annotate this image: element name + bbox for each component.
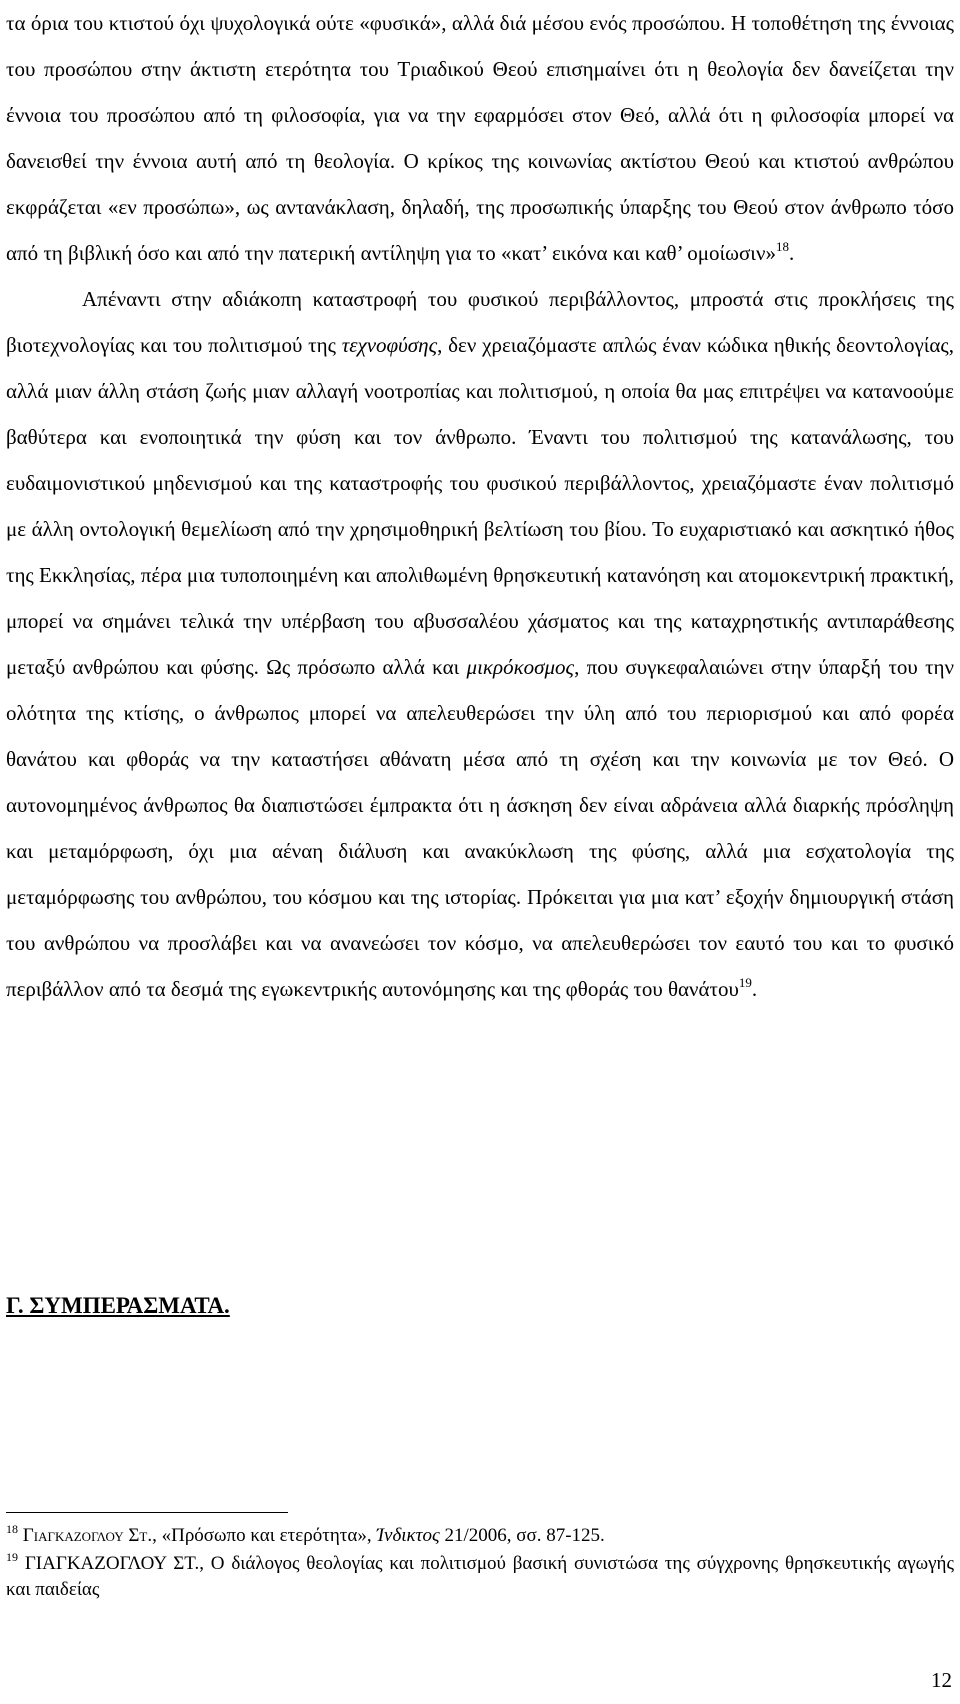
paragraph [6,276,954,1012]
emphasis-text: μικρόκοσμος [466,655,575,679]
text-run: , που συγκεφαλαιώνει στην ύπαρξή του την ολότητα της κτίσης, ο άνθρωπος μπορεί να απελευθερώσει την ύλη από του περιορισμού και από φορέα θανάτου και φθοράς να την καταστήσει αθάνατη μέσα από τη σχέση και την κοινωνία με τον Θεό. Ο αυτονομημένος άνθρωπος θα διαπιστώσει έμπρακτα ότι η άσκηση δεν είναι αδράνεια αλλά διαρκής πρόσληψη και μεταμόρφωση, όχι μια αέναη διάλυση και ανακύκλωση της φύσης, αλλά μια εσχατολογία της μεταμόρφωσης του ανθρώπου, του κόσμου και της ιστορίας. Πρόκειται για μια κατ’ εξοχήν δημιουργική στάση του ανθρώπου να προσλάβει και να ανανεώσει τον κόσμο, να απελευθερώσει τον εαυτό του και το φυσικό περιβάλλον από τα δεσμά της εγωκεντρικής αυτονόμησης και της φθοράς του θανάτου [6,655,954,1001]
body-text [6,0,954,1012]
text-run: τα όρια του κτιστού όχι ψυχολογικά ούτε «φυσικά», αλλά διά μέσου ενός προσώπου. Η τοποθέτηση της έννοιας του προσώπου στην άκτιστη ετερότητα του Τριαδικού Θεού επισημαίνει ότι η θεολογία δεν δανείζεται την έννοια του προσώπου από τη φιλοσοφία, για να την εφαρμόσει στον Θεό, αλλά ότι η φιλοσοφία μπορεί να δανεισθεί την έννοια αυτή από τη θεολογία. Ο κρίκος της κοινωνίας ακτίστου Θεού και κτιστού ανθρώπου εκφράζεται «εν προσώπω», ως αντανάκλαση, δηλαδή, της προσωπικής ύπαρξης του Θεού στον άνθρωπο τόσο από τη βιβλική όσο και από την πατερική αντίληψη για το «κατ’ εικόνα και καθ’ ομοίωσιν» [6,11,954,265]
author-name: Γιαγκαζογλου Στ [22,1525,148,1546]
text-run: . [788,241,795,265]
emphasis-text: τεχνοφύσης [341,333,438,357]
footnotes [6,1523,954,1605]
paragraph [6,0,954,276]
footnote [6,1551,954,1603]
text-run: ., «Πρόσωπο και ετερότητα», [147,1525,377,1546]
footnote-ref: 18 [775,239,789,254]
section-heading: Γ. ΣΥΜΠΕΡΑΣΜΑΤΑ. [6,1293,230,1318]
footnote-divider [6,1512,288,1513]
footnote-ref: 19 [738,975,752,990]
text-run: ., Ο διάλογος θεολογίας και πολιτισμού βασική συνιστώσα της σύγχρονης θρησκευτικής αγωγής και παιδείας [6,1553,955,1600]
emphasis-text: Ίνδικτος [376,1525,440,1546]
text-run: , δεν χρειαζόμαστε απλώς έναν κώδικα ηθικής δεοντολογίας, αλλά μιαν άλλη στάση ζωής μιαν αλλαγή νοοτροπίας και πολιτισμού, η οποία θα μας επιτρέψει να κατανοούμε βαθύτερα και ενοποιητικά την φύση και τον άνθρωπο. Έναντι του πολιτισμού της κατανάλωσης, του ευδαιμονιστικού μηδενισμού και της καταστροφής του φυσικού περιβάλλοντος, χρειαζόμαστε έναν πολιτισμό με άλλη οντολογική θεμελίωση από την χρησιμοθηρική βελτίωση του βίου. Το ευχαριστιακό και ασκητικό ήθος της Εκκλησίας, πέρα μια τυποποιημένη και απολιθωμένη θρησκευτική κατανόηση και ατομοκεντρική πρακτική, μπορεί να σημάνει τελικά την υπέρβαση του αβυσσαλέου χάσματος και της καταχρηστικής αντιπαράθεσης μεταξύ ανθρώπου και φύσης. Ως πρόσωπο αλλά και [6,333,954,679]
footnote-ref: 19 [6,1550,18,1564]
page-number: 12 [931,1668,952,1692]
text-run: Απέναντι στην αδιάκοπη καταστροφή του φυσικού περιβάλλοντος, μπροστά στις προκλήσεις της βιοτεχνολογίας και του πολιτισμού της [6,287,954,357]
text-run [18,1553,25,1574]
footnote-ref: 18 [6,1522,18,1536]
text-run: ΓΙΑΓΚΑΖΟΓΛΟΥ ΣΤ [24,1553,195,1574]
footnote [6,1523,954,1549]
text-run: 21/2006, σσ. 87-125. [439,1525,605,1546]
text-run: . [751,977,758,1001]
